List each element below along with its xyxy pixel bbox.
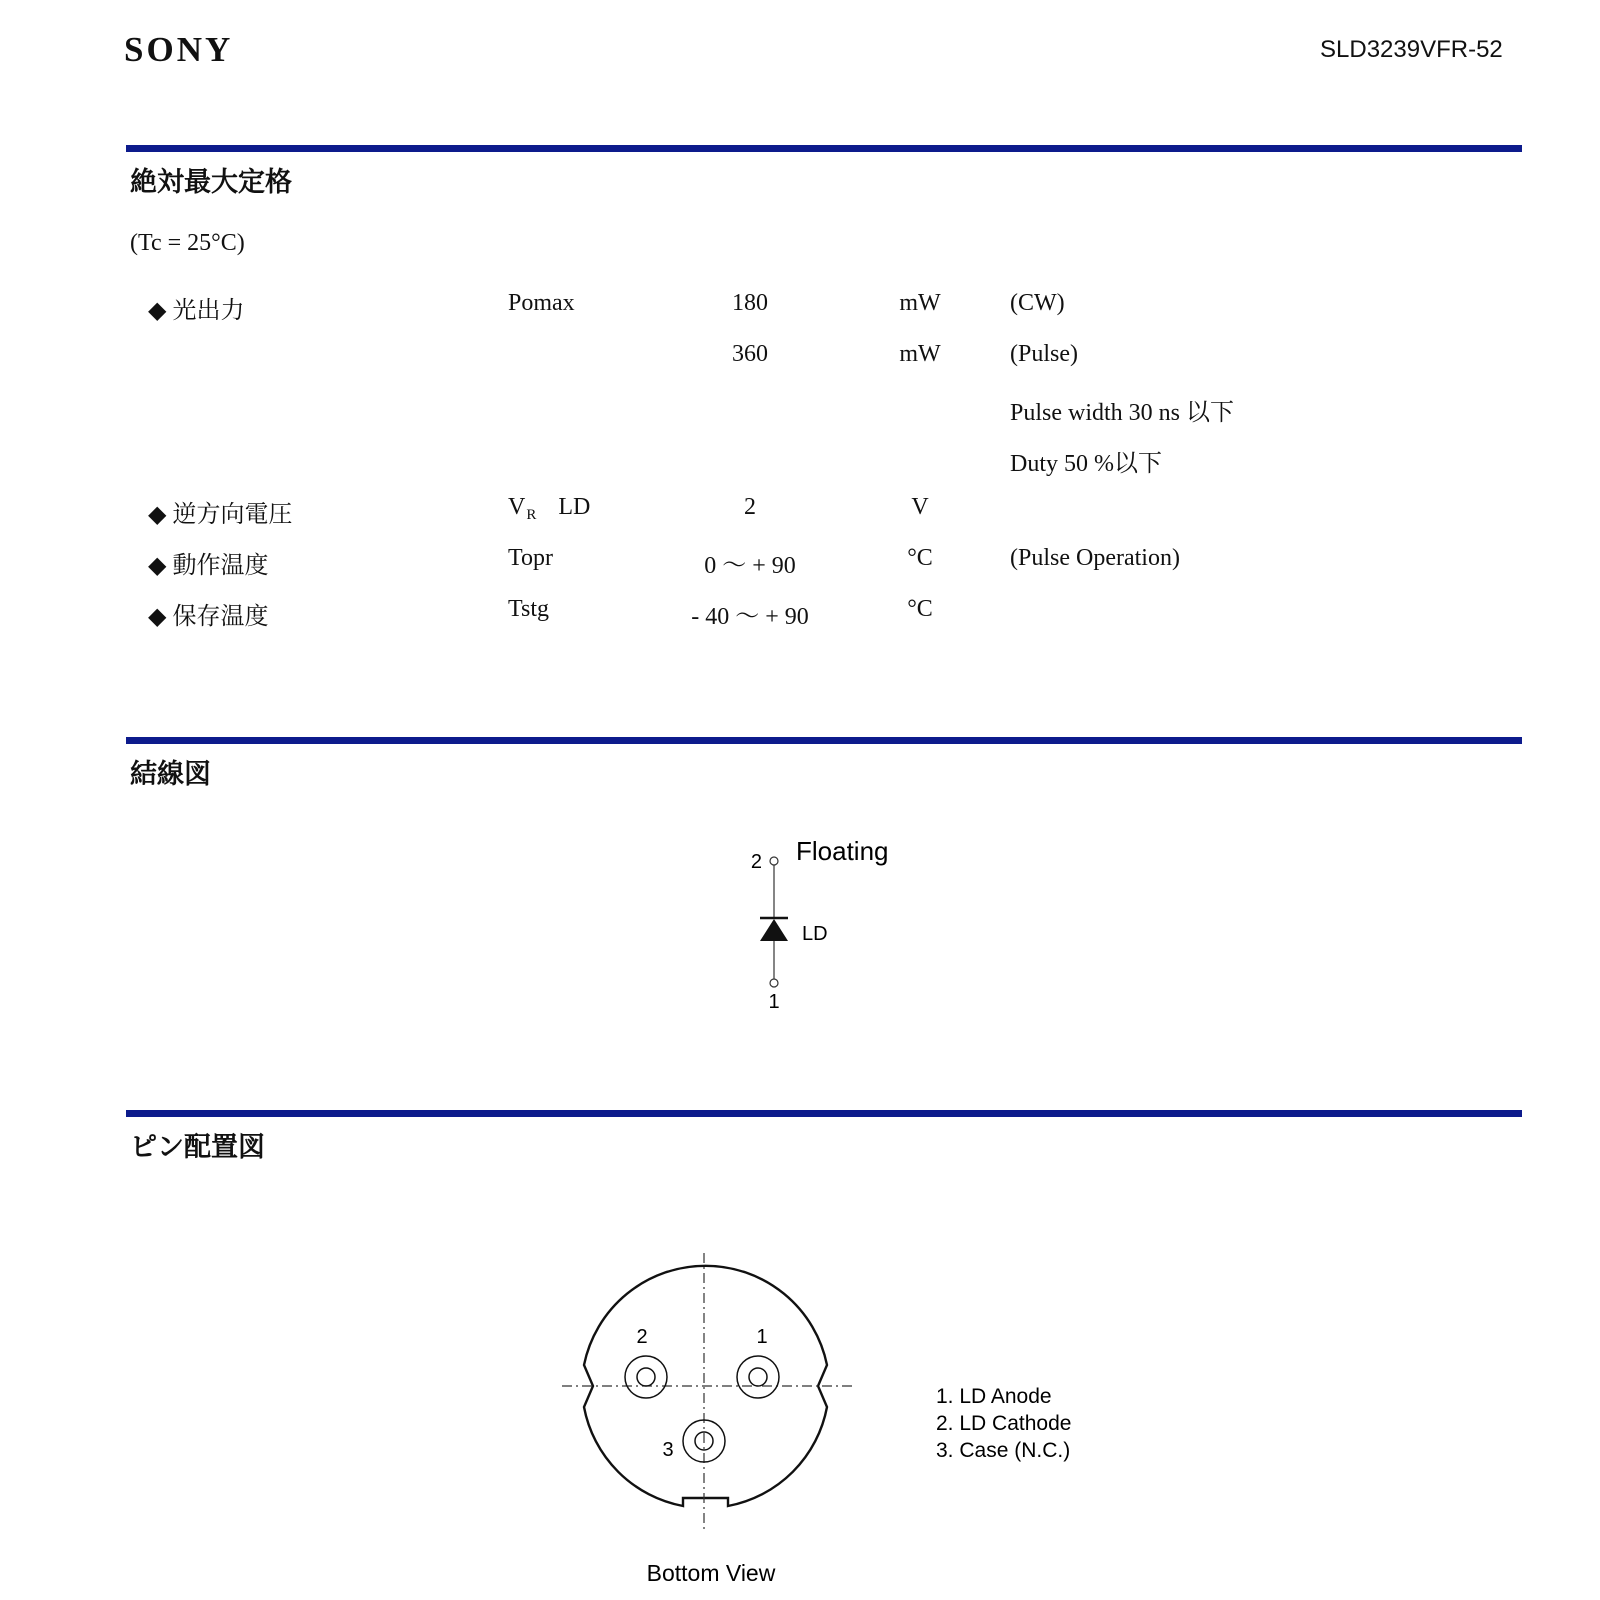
rating-unit: mW [899, 341, 941, 367]
rating-name-reverse-voltage: ◆ 逆方向電圧 [148, 502, 293, 528]
pin-legend-3: 3. Case (N.C.) [936, 1439, 1071, 1462]
section-title-wiring: 結線図 [130, 759, 211, 790]
rating-note: (CW) [1010, 290, 1065, 316]
pin-3-label: 3 [662, 1439, 674, 1461]
floating-label: Floating [796, 836, 889, 866]
diamond-icon: ◆ [148, 298, 167, 324]
diamond-icon: ◆ [148, 502, 167, 528]
section-title-ratings: 絶対最大定格 [130, 167, 292, 198]
rating-value: 0 ～ + 90 [704, 553, 796, 579]
rating-name-storage-temp: ◆ 保存温度 [148, 604, 269, 630]
rating-unit: V [911, 494, 929, 520]
rating-name-operating-temp: ◆ 動作温度 [148, 553, 269, 579]
rating-unit: °C [907, 545, 933, 571]
rating-value: 360 [732, 341, 768, 367]
pin-2-label: 2 [636, 1326, 648, 1348]
rating-symbol-tstg: Tstg [508, 596, 549, 622]
section-title-pinout: ピン配置図 [130, 1132, 265, 1163]
bottom-view-caption: Bottom View [646, 1560, 776, 1586]
diamond-icon: ◆ [148, 604, 167, 630]
sony-logo: SONY [124, 30, 234, 69]
wiring-pin-2-label: 2 [750, 851, 762, 873]
wiring-pin-1-label: 1 [768, 991, 780, 1013]
rating-symbol-vr: $V_R$ LD [508, 494, 591, 523]
rating-name-optical-output: ◆ 光出力 [148, 298, 245, 324]
rating-symbol-topr: Topr [508, 545, 553, 571]
ld-label: LD [802, 923, 828, 945]
rating-note-pulse-width: Pulse width 30 ns 以下 [1010, 400, 1235, 426]
pin-2-outer [625, 1356, 667, 1398]
temperature-condition: (Tc = 25°C) [130, 230, 245, 256]
rating-note: (Pulse Operation) [1010, 545, 1180, 571]
rating-value: 180 [732, 290, 768, 316]
rating-unit: °C [907, 596, 933, 622]
part-number: SLD3239VFR-52 [1320, 36, 1503, 63]
pin-1-label: 1 [756, 1326, 768, 1348]
pin-1-inner [749, 1368, 767, 1386]
rating-value: 2 [744, 494, 756, 520]
pin-2-inner [637, 1368, 655, 1386]
rating-unit: mW [899, 290, 941, 316]
rating-symbol-pomax: Pomax [508, 290, 575, 316]
pin-legend-1: 1. LD Anode [936, 1385, 1052, 1408]
rating-note-duty: Duty 50 %以下 [1010, 451, 1162, 477]
pin-1-outer [737, 1356, 779, 1398]
rating-note: (Pulse) [1010, 341, 1078, 367]
rating-value: - 40 ～ + 90 [691, 604, 809, 630]
pin-legend-2: 2. LD Cathode [936, 1412, 1072, 1435]
diamond-icon: ◆ [148, 553, 167, 579]
